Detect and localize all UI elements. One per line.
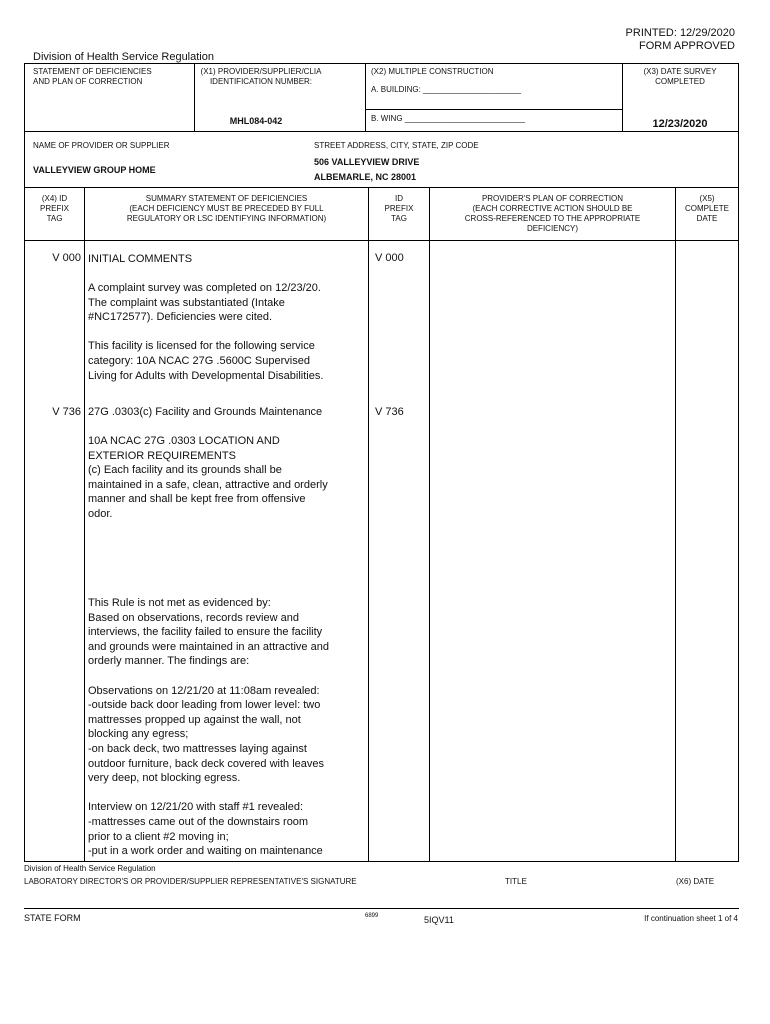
row-tag: V 000: [52, 252, 81, 264]
id-prefix-header: ID PREFIX TAG: [384, 194, 414, 223]
row-id-tag: V 000: [375, 252, 404, 264]
row-title: 27G .0303(c) Facility and Grounds Maintenance: [88, 406, 323, 418]
row-id-tag: V 736: [375, 406, 404, 418]
statement-label: STATEMENT OF DEFICIENCIES AND PLAN OF CORRECTION: [33, 67, 152, 86]
plan-header: PROVIDER'S PLAN OF CORRECTION (EACH CORRECTIVE ACTION SHOULD BE CROSS-REFERENCED TO THE APPROPRIATE DEFICIENCY): [464, 194, 641, 233]
division-title: Division of Health Service Regulation: [33, 51, 214, 63]
provider-name-value: VALLEYVIEW GROUP HOME: [33, 165, 156, 175]
address-line1: 506 VALLEYVIEW DRIVE: [314, 157, 420, 167]
title-label: TITLE: [505, 877, 527, 886]
provider-id-label: (X1) PROVIDER/SUPPLIER/CLIA IDENTIFICATION NUMBER:: [200, 67, 322, 86]
date-survey-value: 12/23/2020: [652, 118, 708, 130]
provider-name-label: NAME OF PROVIDER OR SUPPLIER: [33, 141, 170, 150]
address-label: STREET ADDRESS, CITY, STATE, ZIP CODE: [314, 141, 479, 150]
provider-id-value: MHL084-042: [229, 116, 283, 126]
row-body: 10A NCAC 27G .0303 LOCATION AND EXTERIOR REQUIREMENTS (c) Each facility and its grounds shall be maintained in a safe, clean, attractive and orderly manner and shall be kept free from offensive odor.: [88, 435, 328, 520]
address-line2: ALBEMARLE, NC 28001: [314, 172, 417, 182]
form-code: 6899: [365, 913, 379, 919]
wing-label: B. WING ___________________________: [371, 114, 525, 123]
row-body: A complaint survey was completed on 12/23/20. The complaint was substantiated (Intake #NC172577). Deficiencies were cited. This facility is licensed for the following service category: 10A NCAC 27G .5600C Supervised Living for Adults with Developmental Disabilities.: [88, 282, 324, 382]
row-title: INITIAL COMMENTS: [88, 253, 193, 265]
row-tag: V 736: [52, 406, 81, 418]
form-approved: FORM APPROVED: [639, 40, 735, 52]
x4-header: (X4) ID PREFIX TAG: [40, 194, 69, 223]
multiple-construction-label: (X2) MULTIPLE CONSTRUCTION: [371, 67, 494, 76]
state-form-label: STATE FORM: [24, 913, 81, 923]
x6-date-label: (X6) DATE: [676, 877, 715, 886]
summary-header: SUMMARY STATEMENT OF DEFICIENCIES (EACH DEFICIENCY MUST BE PRECEDED BY FULL REGULATORY OR LSC IDENTIFYING INFORMATION): [126, 194, 327, 223]
row-body-continued: This Rule is not met as evidenced by: Based on observations, records review and interviews, the facility failed to ensure the facility and grounds were maintained in an attractive and orderly manner. The findings are: Observations on 12/21/20 at 11:08am revealed: -outside back door leading from lower level: two mattresses propped up against the wall, not blocking any egress; -on back deck, two mattresses laying against outdoor furniture, back deck covered with leaves very deep, not blocking egress. Interview on 12/21/20 with staff #1 revealed: -mattresses came out of the downstairs room prior to a client #2 moving in; -put in a work order and waiting on maintenance: [88, 597, 329, 858]
footer-division: Division of Health Service Regulation: [24, 864, 156, 873]
printed-date: PRINTED: 12/29/2020: [625, 27, 735, 39]
date-survey-label: (X3) DATE SURVEY COMPLETED: [643, 67, 717, 86]
event-id: 5IQV11: [424, 915, 454, 925]
building-label: A. BUILDING: ______________________: [371, 85, 521, 94]
x5-header: (X5) COMPLETE DATE: [684, 194, 729, 223]
continuation-sheet: If continuation sheet 1 of 4: [644, 914, 738, 923]
signature-label: LABORATORY DIRECTOR'S OR PROVIDER/SUPPLIER REPRESENTATIVE'S SIGNATURE: [24, 877, 357, 886]
